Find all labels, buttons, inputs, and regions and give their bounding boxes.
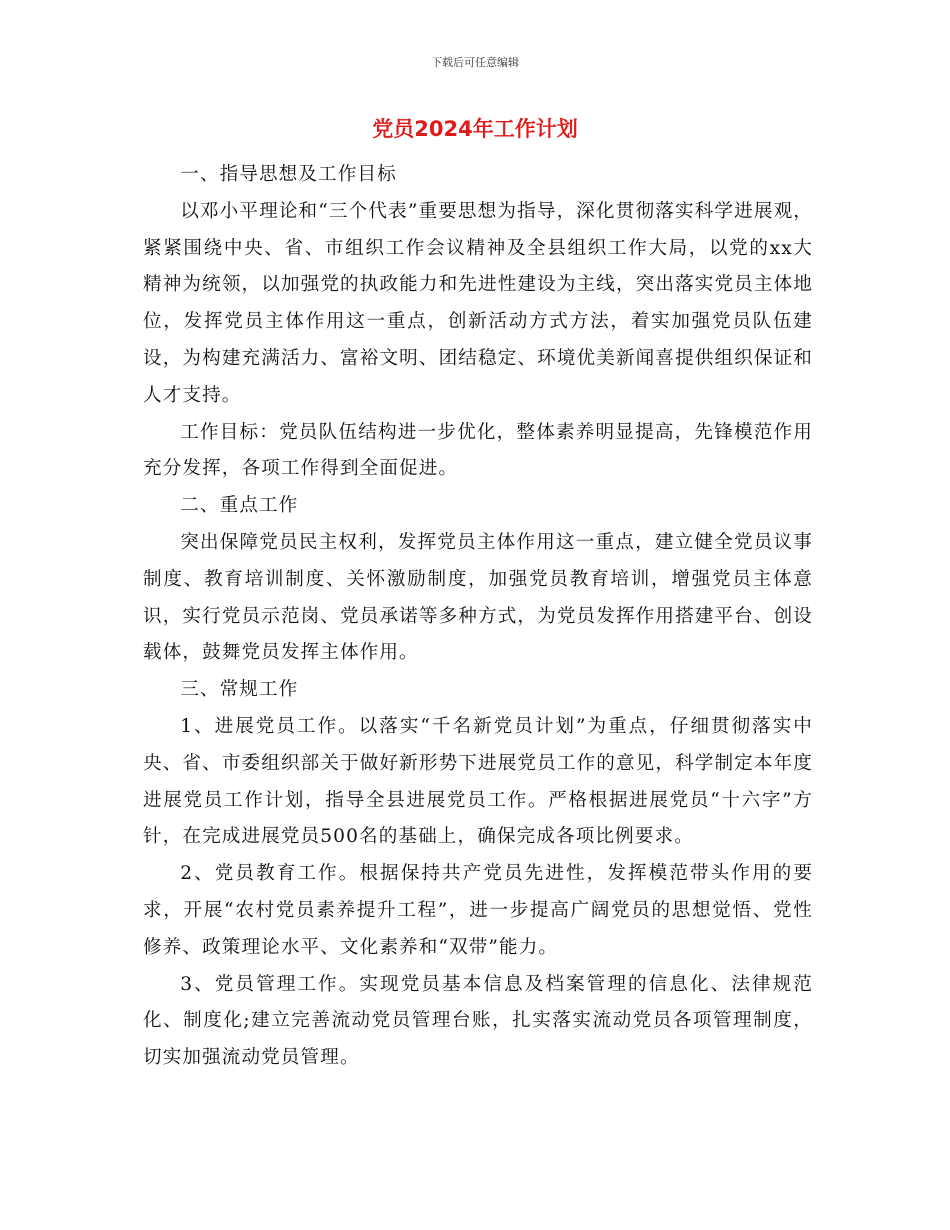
body-paragraph: 以邓小平理论和“三个代表”重要思想为指导，深化贯彻落实科学进展观，紧紧围绕中央、省、市组织工作会议精神及全县组织工作大局，以党的xx大精神为统领，以加强党的执政能力和先进性建设为主线，突出落实党员主体地位，发挥党员主体作用这一重点，创新活动方式方法，着实加强党员队伍建设，为构建充满活力、富裕文明、团结稳定、环境优美新闻喜提供组织保证和人才支持。 (143, 200, 813, 406)
document-body (143, 157, 813, 1077)
body-paragraph: 1、进展党员工作。以落实“千名新党员计划”为重点，仔细贯彻落实中央、省、市委组织部关于做好新形势下进展党员工作的意见，科学制定本年度进展党员工作计划，指导全县进展党员工作。严格根据进展党员“十六字”方针，在完成进展党员500名的基础上，确保完成各项比例要求。 (143, 715, 813, 848)
document-title: 党员2024年工作计划 (372, 117, 578, 141)
section-heading: 二、重点工作 (180, 495, 299, 517)
body-paragraph: 突出保障党员民主权利，发挥党员主体作用这一重点，建立健全党员议事制度、教育培训制度、关怀激励制度，加强党员教育培训，增强党员主体意识，实行党员示范岗、党员承诺等多种方式，为党员发挥作用搭建平台、创设载体，鼓舞党员发挥主体作用。 (143, 531, 813, 664)
section-heading: 三、常规工作 (180, 679, 299, 701)
page-header-note: 下载后可任意编辑 (431, 56, 519, 69)
body-paragraph: 工作目标：党员队伍结构进一步优化，整体素养明显提高，先锋模范作用充分发挥，各项工作得到全面促进。 (143, 421, 813, 480)
body-paragraph: 3、党员管理工作。实现党员基本信息及档案管理的信息化、法律规范化、制度化;建立完善流动党员管理台账，扎实落实流动党员各项管理制度，切实加强流动党员管理。 (143, 973, 813, 1069)
body-paragraph: 2、党员教育工作。根据保持共产党员先进性，发挥模范带头作用的要求，开展“农村党员素养提升工程”，进一步提高广阔党员的思想觉悟、党性修养、政策理论水平、文化素养和“双带”能力。 (143, 863, 813, 958)
section-heading: 一、指导思想及工作目标 (180, 164, 397, 185)
